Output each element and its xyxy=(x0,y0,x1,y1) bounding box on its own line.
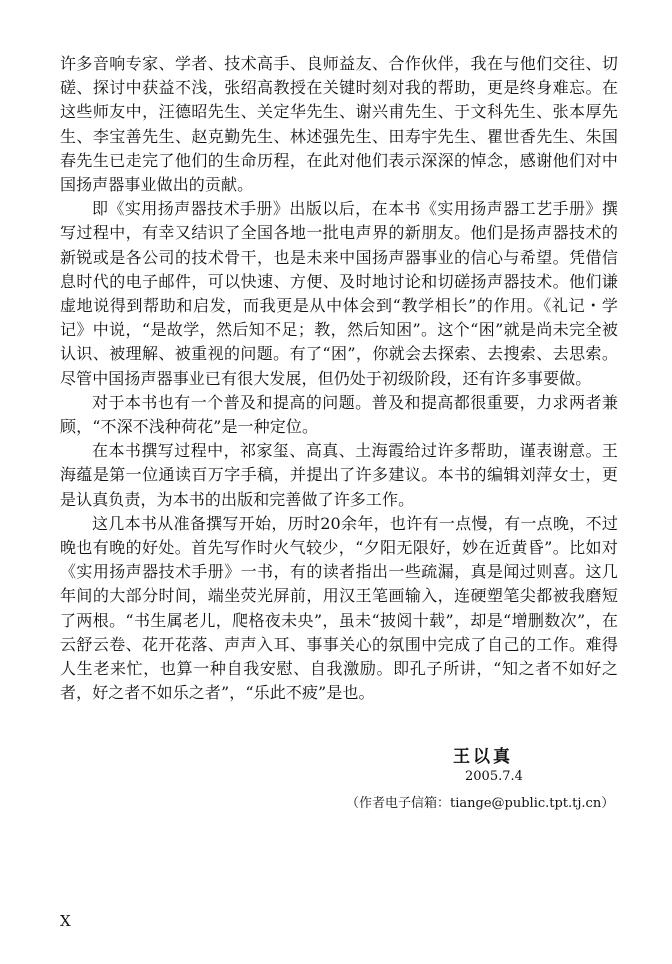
page-number: X xyxy=(60,912,71,930)
paragraph: 即《实用扬声器技术手册》出版以后，在本书《实用扬声器工艺手册》撰写过程中，有幸又结识了全国各地一批电声界的新朋友。他们是扬声器技术的新锐或是各公司的技术骨干，也是未来中国扬声器事业的信心与希望。凭借信息时代的电子邮件，可以快速、方便、及时地讨论和切磋扬声器技术。他们谦虚地说得到帮助和启发，而我更是从中体会到“教学相长”的作用。《礼记・学记》中说，“是故学，然后知不足；教，然后知困”。这个“困”就是尚未完全被认识、被理解、被重视的问题。有了“困”，你就会去探索、去搜索、去思索。尽管中国扬声器事业已有很大发展，但仍处于初级阶段，还有许多事要做。 xyxy=(60,199,618,388)
signature-date: 2005.7.4 xyxy=(465,769,523,784)
paragraph: 许多音响专家、学者、技术高手、良师益友、合作伙伴，我在与他们交往、切磋、探讨中获益不浅，张绍高教授在关键时刻对我的帮助，更是终身难忘。在这些师友中，汪德昭先生、关定华先生、谢兴甫先生、于文科先生、张本厚先生、李宝善先生、赵克勤先生、林述强先生、田寿宇先生、瞿世香先生、朱国春先生已走完了他们的生命历程，在此对他们表示深深的悼念，感谢他们对中国扬声器事业做出的贡献。 xyxy=(60,54,618,195)
paragraph: 对于本书也有一个普及和提高的问题。普及和提高都很重要，力求两者兼顾，“不深不浅种荷花”是一种定位。 xyxy=(60,392,618,437)
paragraph: 这几本书从准备撰写开始，历时20余年，也许有一点慢，有一点晚，不过晚也有晚的好处。首先写作时火气较少，“夕阳无限好，妙在近黄昏”。比如对《实用扬声器技术手册》一书，有的读者指出一些疏漏，真是闻过则喜。这几年间的大部分时间，端坐荧光屏前，用汉王笔画输入，连硬塑笔尖都被我磨短了两根。“书生属老儿，爬格夜未央”，虽未“披阅十载”，却是“增删数次”，在云舒云卷、花开花落、声声入耳、事事关心的氛围中完成了自己的工作。难得人生老来忙，也算一种自我安慰、自我激励。即孔子所讲，“知之者不如好之者，好之者不如乐之者”，“乐此不疲”是也。 xyxy=(60,513,618,703)
body-text xyxy=(60,52,618,705)
author-signature: 王以真 xyxy=(453,747,513,767)
paragraph: 在本书撰写过程中，祁家玺、高真、土海霞给过许多帮助，谨表谢意。王海蕴是第一位通读百万字手稿，并提出了许多建议。本书的编辑刘萍女士，更是认真负责，为本书的出版和完善做了许多工作。 xyxy=(60,441,618,509)
author-email-note: （作者电子信箱：tiange@public.tpt.tj.cn） xyxy=(346,796,615,811)
